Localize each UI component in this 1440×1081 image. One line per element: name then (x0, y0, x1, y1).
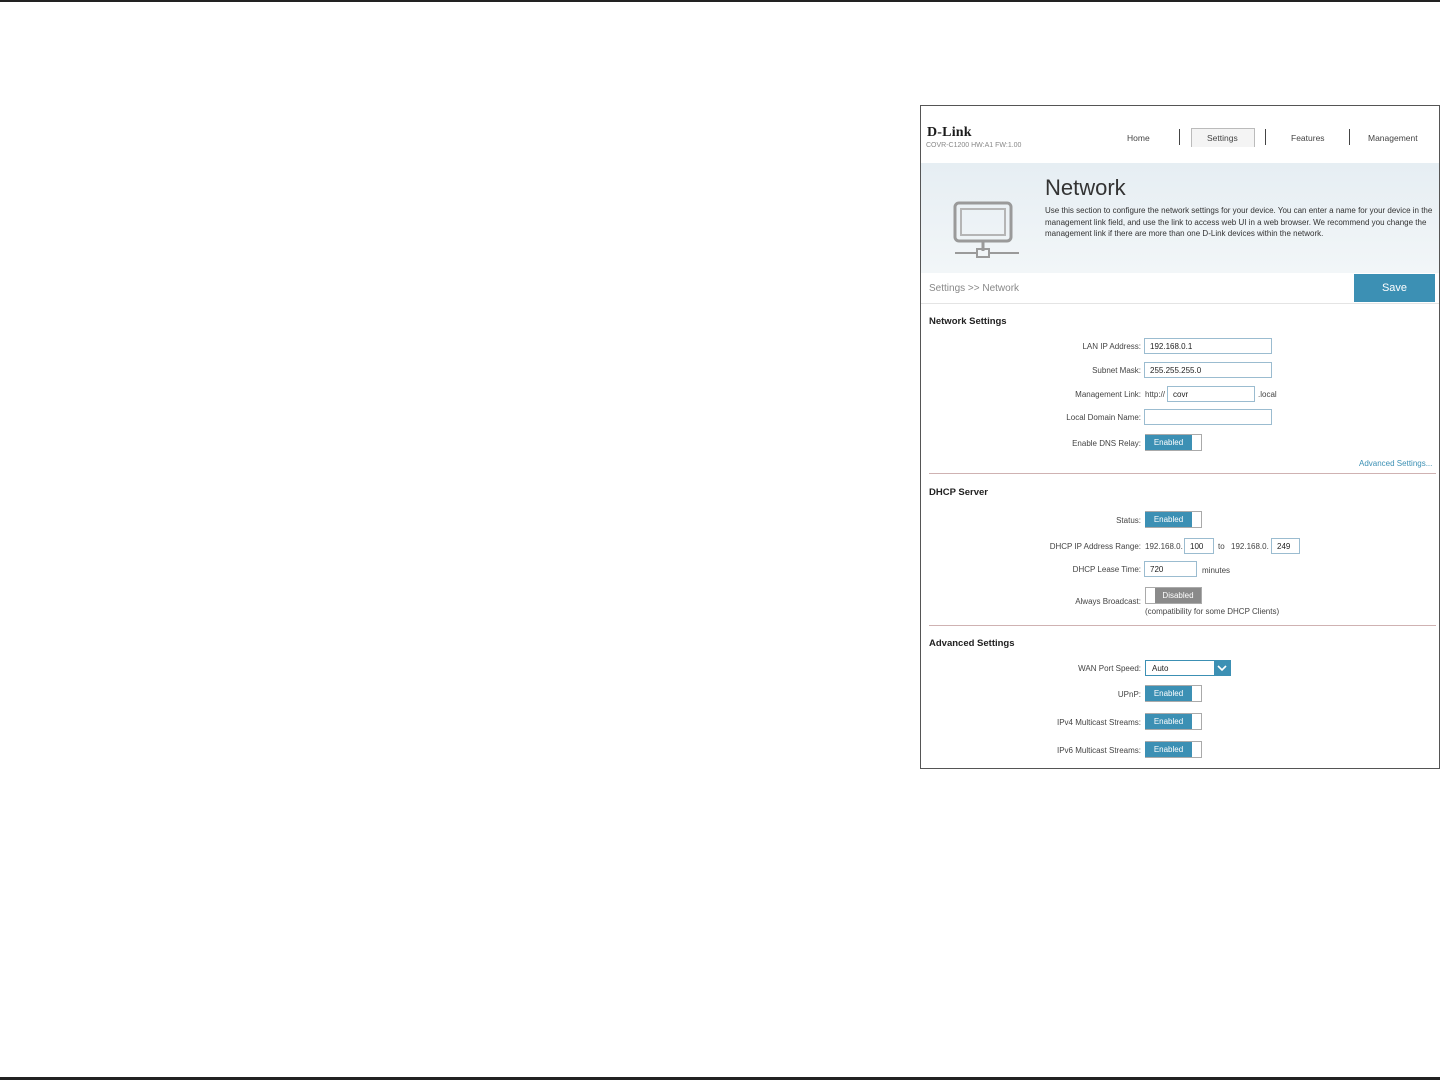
wan-port-speed-select[interactable] (1145, 660, 1231, 676)
ipv6-multicast-label: IPv6 Multicast Streams: (1056, 746, 1141, 755)
always-broadcast-note: (compatibility for some DHCP Clients) (1145, 607, 1280, 616)
nav-separator (1179, 129, 1180, 145)
router-ui-screenshot (920, 105, 1440, 769)
section-title-advanced-settings: Advanced Settings (929, 638, 1015, 649)
upnp-toggle[interactable] (1145, 685, 1202, 702)
page-title: Network (1045, 175, 1126, 200)
dlink-logo: D-Link (927, 125, 972, 140)
upnp-toggle-state: Enabled (1145, 686, 1192, 701)
chevron-down-icon (1214, 661, 1230, 675)
save-button[interactable]: Save (1354, 274, 1435, 302)
ipv6-multicast-toggle[interactable] (1145, 741, 1202, 758)
dhcp-range-end-input[interactable] (1271, 538, 1300, 554)
breadcrumb: Settings >> Network (929, 283, 1020, 294)
ipv6-multicast-toggle-state: Enabled (1145, 742, 1192, 757)
page-bottom-rule (0, 1077, 1440, 1080)
nav-separator (1349, 129, 1350, 145)
lan-ip-input[interactable] (1144, 338, 1272, 354)
dhcp-status-toggle-state: Enabled (1145, 512, 1192, 527)
section-divider (929, 625, 1436, 626)
wan-port-speed-value: Auto (1152, 664, 1169, 673)
nav-separator (1265, 129, 1266, 145)
tab-management[interactable]: Management (1368, 133, 1418, 143)
ipv4-multicast-toggle[interactable] (1145, 713, 1202, 730)
upnp-label: UPnP: (1117, 690, 1141, 699)
dhcp-range-to: to (1218, 542, 1225, 551)
dns-relay-label: Enable DNS Relay: (1072, 439, 1141, 448)
dhcp-status-toggle[interactable] (1145, 511, 1202, 528)
section-divider (929, 473, 1436, 474)
page-top-rule (0, 0, 1440, 2)
tab-settings[interactable]: Settings (1207, 133, 1238, 143)
dns-relay-toggle[interactable] (1145, 434, 1202, 451)
management-link-label: Management Link: (1075, 390, 1141, 399)
wan-port-speed-label: WAN Port Speed: (1078, 664, 1141, 673)
dhcp-status-label: Status: (1116, 516, 1141, 525)
page-description: Use this section to configure the network settings for your device. You can enter a name for your device in the management link field, and use the link to access web UI in a web browser. We recommend you change the management link if there are more than one D-Link devices within the network. (1045, 206, 1433, 238)
advanced-settings-link[interactable]: Advanced Settings... (1359, 459, 1433, 468)
tab-home[interactable]: Home (1127, 133, 1150, 143)
management-link-prefix: http:// (1145, 390, 1166, 399)
dhcp-range-end-prefix: 192.168.0. (1231, 542, 1269, 551)
ipv4-multicast-label: IPv4 Multicast Streams: (1056, 718, 1141, 727)
model-info: COVR-C1200 HW:A1 FW:1.00 (926, 142, 1022, 149)
local-domain-label: Local Domain Name: (1066, 413, 1141, 422)
management-link-input[interactable] (1167, 386, 1255, 402)
dhcp-lease-unit: minutes (1202, 566, 1231, 575)
management-link-suffix: .local (1258, 390, 1277, 399)
dns-relay-toggle-state: Enabled (1145, 435, 1192, 450)
dhcp-range-label: DHCP IP Address Range: (1049, 542, 1141, 551)
always-broadcast-label: Always Broadcast: (1075, 597, 1141, 606)
lan-ip-label: LAN IP Address: (1082, 342, 1141, 351)
section-title-dhcp-server: DHCP Server (929, 487, 988, 498)
dhcp-range-start-input[interactable] (1184, 538, 1214, 554)
always-broadcast-toggle-state: Disabled (1155, 588, 1201, 603)
computer-network-icon (951, 199, 1023, 266)
tab-features[interactable]: Features (1291, 133, 1325, 143)
section-title-network-settings: Network Settings (929, 316, 1007, 327)
dhcp-lease-label: DHCP Lease Time: (1072, 565, 1141, 574)
subnet-mask-label: Subnet Mask: (1092, 366, 1141, 375)
subnet-mask-input[interactable] (1144, 362, 1272, 378)
dhcp-lease-input[interactable] (1144, 561, 1197, 577)
always-broadcast-toggle[interactable] (1145, 587, 1202, 604)
local-domain-input[interactable] (1144, 409, 1272, 425)
ipv4-multicast-toggle-state: Enabled (1145, 714, 1192, 729)
dhcp-range-start-prefix: 192.168.0. (1145, 542, 1183, 551)
